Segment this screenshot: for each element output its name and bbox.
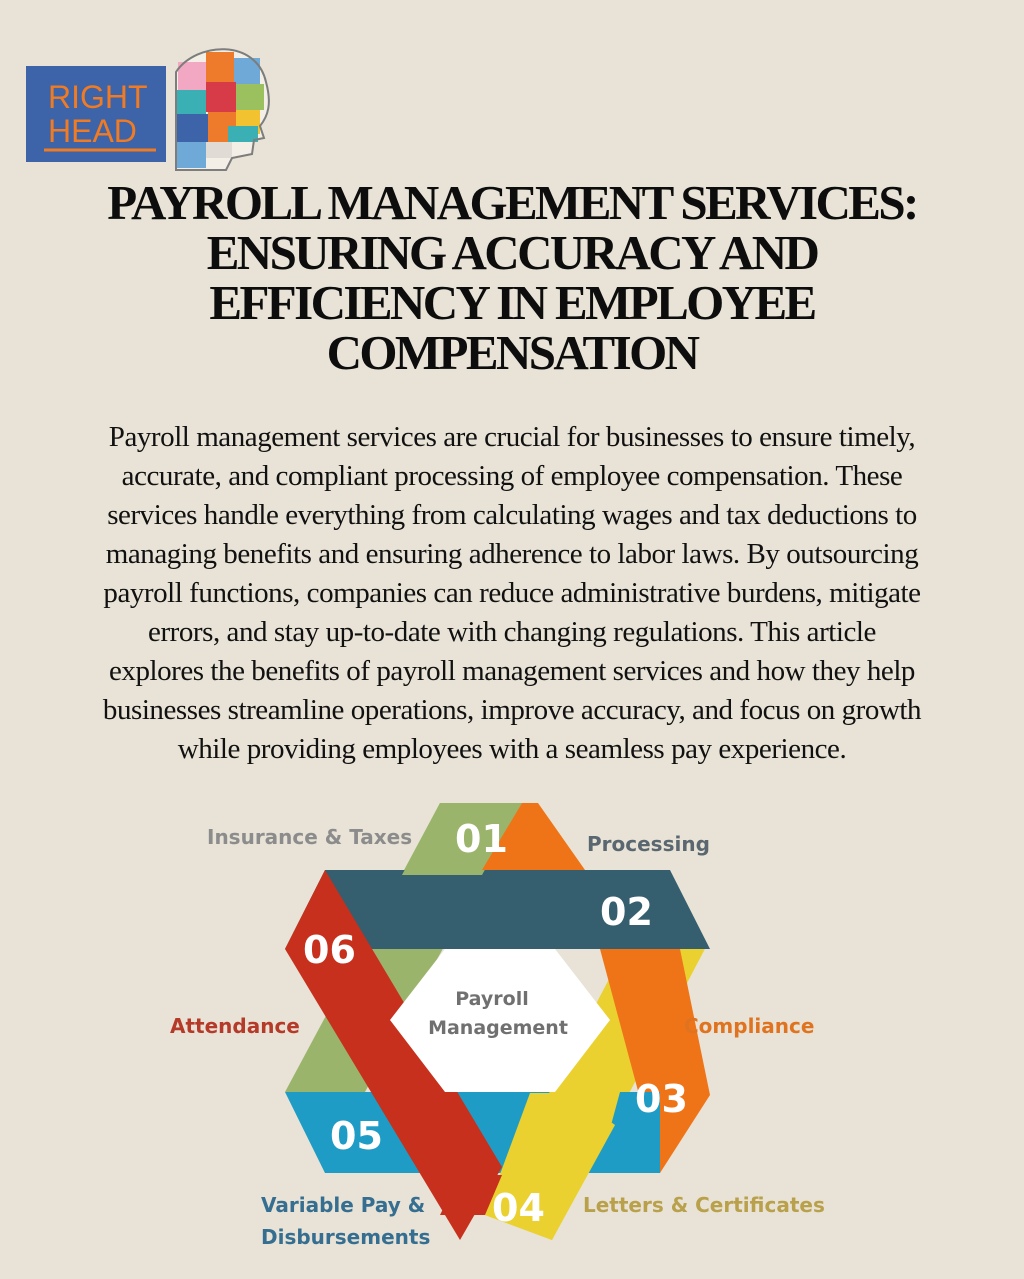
step-05-label-line2: Disbursements [261,1225,431,1249]
center-label-line2: Management [428,1017,568,1039]
logo-word-head: HEAD [48,113,137,149]
intro-line: Payroll management services are crucial for businesses to ensure timely, [108,421,916,453]
intro-paragraph [30,418,994,769]
step-03-number: 03 [635,1077,688,1121]
intro-line: errors, and stay up-to-date with changing regulations. This article [148,616,876,648]
intro-line: accurate, and compliant processing of employee compensation. These [121,460,903,492]
intro-line: managing benefits and ensuring adherence to labor laws. By outsourcing [105,538,919,570]
page-title [40,175,984,380]
title-line: PAYROLL MANAGEMENT SERVICES: [107,175,917,230]
step-03-label: Compliance [684,1014,815,1038]
step-01-number: 01 [455,817,508,861]
title-line: EFFICIENCY IN EMPLOYEE [209,275,815,330]
step-01-label: Insurance & Taxes [207,825,413,849]
intro-line: services handle everything from calculating wages and tax deductions to [107,499,917,531]
intro-line: explores the benefits of payroll management services and how they help [108,655,915,687]
step-04-number: 04 [492,1186,545,1230]
intro-line: payroll functions, companies can reduce administrative burdens, mitigate [103,577,921,609]
right-head-logo [26,42,271,172]
title-line: ENSURING ACCURACY AND [206,225,818,280]
head-puzzle-icon [176,49,269,170]
step-04-label: Letters & Certificates [583,1193,825,1217]
step-05-number: 05 [330,1114,383,1158]
step-06-number: 06 [303,928,356,972]
intro-line: while providing employees with a seamless pay experience. [177,733,847,765]
intro-line: businesses streamline operations, improve accuracy, and focus on growth [102,694,922,726]
title-line: COMPENSATION [326,325,698,380]
payroll-cycle-diagram [150,795,850,1265]
step-05-label-line1: Variable Pay & [261,1193,426,1217]
logo-word-right: RIGHT [48,79,148,115]
step-02-label: Processing [587,832,710,856]
step-06-label: Attendance [170,1014,300,1038]
step-02-number: 02 [600,890,653,934]
center-label-line1: Payroll [455,988,529,1010]
